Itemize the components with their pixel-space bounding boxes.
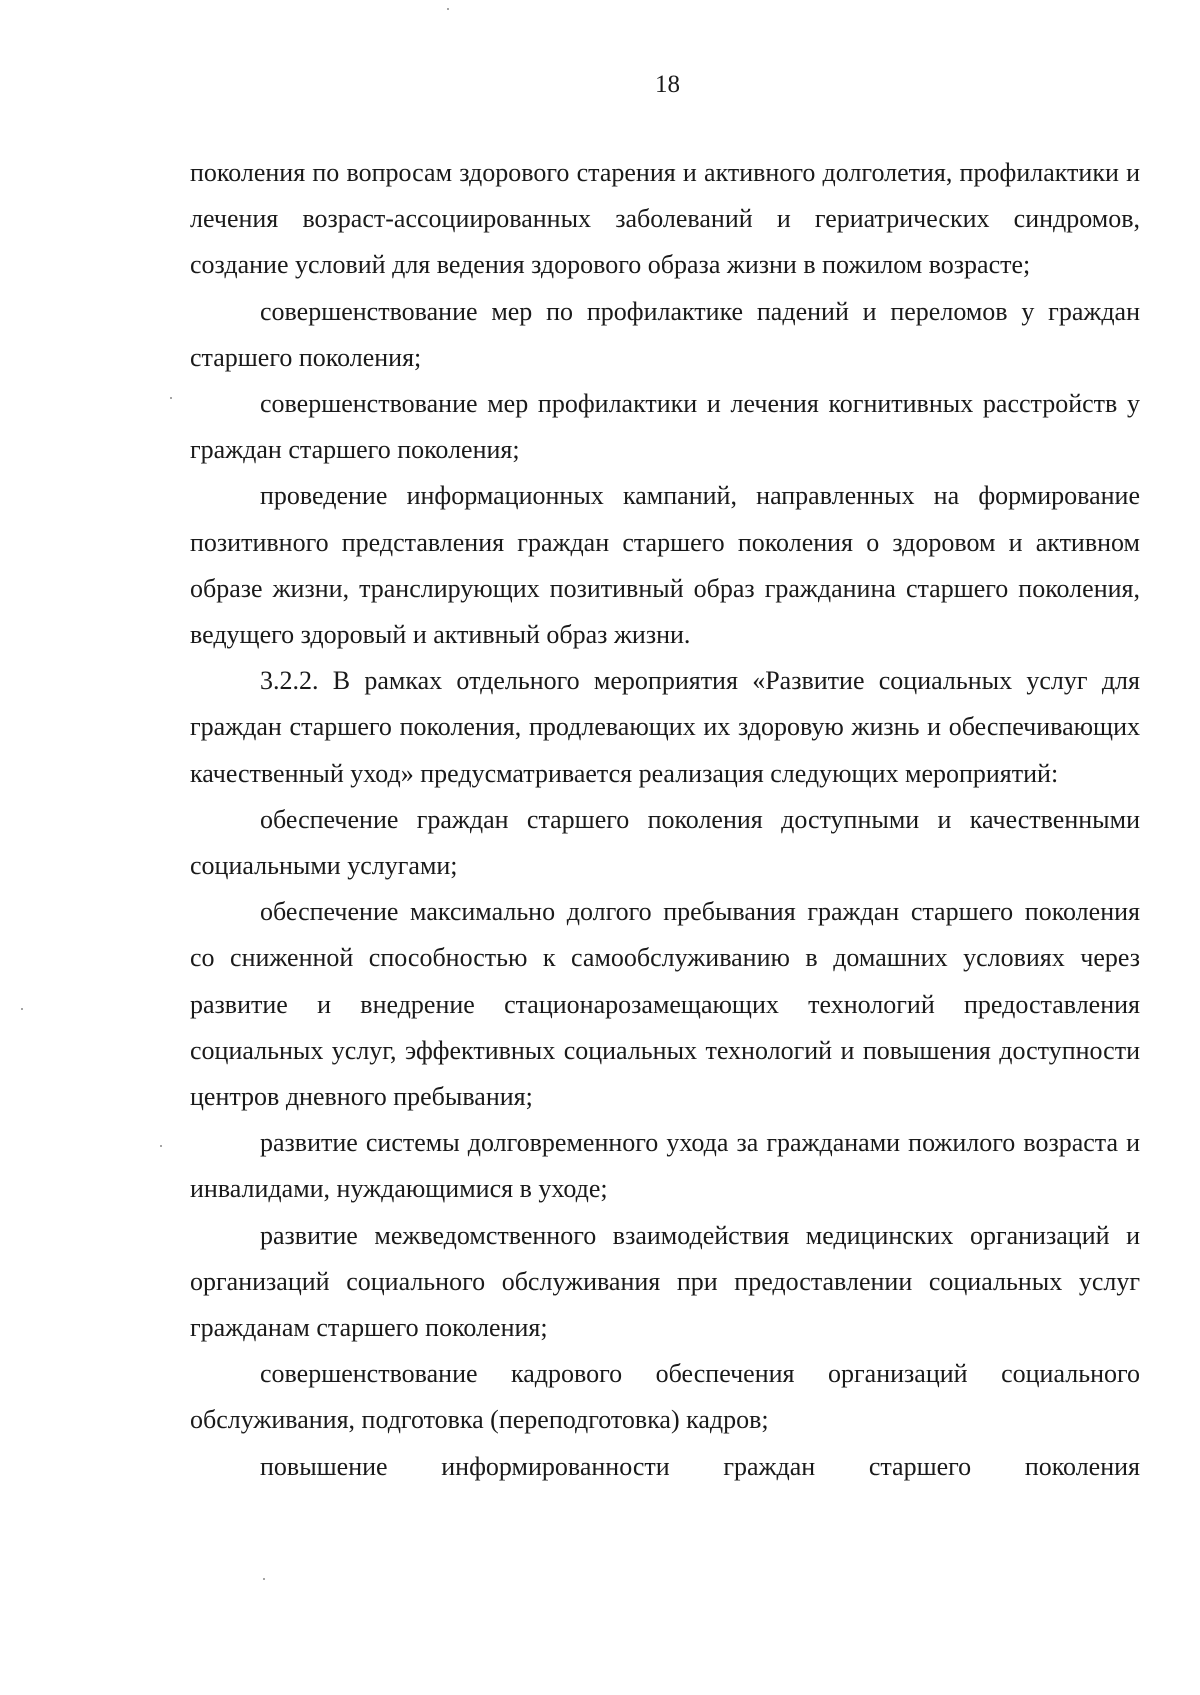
paragraph-section-3-2-2: 3.2.2. В рамках отдельного мероприятия «Развитие социальных услуг для граждан старшего поколения, продлевающих их здоровую жизнь и обеспечивающих качественный уход» предусматривается реализация следующих мероприятий: xyxy=(190,666,1140,788)
paragraph-home-stay: обеспечение максимально долгого пребывания граждан старшего поколения со сниженной способностью к самообслуживанию в домашних условиях через развитие и внедрение стационарозамещающих технологий предоставления социальных услуг, эффективных социальных технологий и повышения доступности центров дневного пребывания; xyxy=(190,897,1140,1112)
paragraph-information-campaigns: проведение информационных кампаний, направленных на формирование позитивного представления граждан старшего поколения о здоровом и активном образе жизни, транслирующих позитивный образ гражданина старшего поколения, ведущего здоровый и активный образ жизни. xyxy=(190,481,1140,650)
paragraph-social-services: обеспечение граждан старшего поколения доступными и качественными социальными услугами; xyxy=(190,804,1140,881)
document-body xyxy=(190,150,1140,1490)
paragraph-long-term-care: развитие системы долговременного ухода за гражданами пожилого возраста и инвалидами, нуждающимися в уходе; xyxy=(190,1128,1140,1204)
paragraph-falls-prevention: совершенствование мер по профилактике падений и переломов у граждан старшего поколения; xyxy=(190,296,1140,372)
paragraph-staffing: совершенствование кадрового обеспечения организаций социального обслуживания, подготовка (переподготовка) кадров; xyxy=(190,1359,1140,1435)
paragraph-cognitive-disorders: совершенствование мер профилактики и лечения когнитивных расстройств у граждан старшего поколения; xyxy=(190,389,1140,465)
scan-speck xyxy=(160,1145,162,1147)
scan-speck xyxy=(447,8,449,10)
scan-speck xyxy=(170,397,172,399)
paragraph-interagency-cooperation: развитие межведомственного взаимодействия медицинских организаций и организаций социального обслуживания при предоставлении социальных услуг гражданам старшего поколения; xyxy=(190,1220,1140,1343)
paragraph-awareness: повышение информированности граждан старшего поколения xyxy=(260,1451,1140,1481)
scan-speck xyxy=(21,1008,23,1010)
paragraph-continuation: поколения по вопросам здорового старения и активного долголетия, профилактики и лечения возраст-ассоциированных заболеваний и гериатрических синдромов, создание условий для ведения здорового образа жизни в пожилом возрасте; xyxy=(190,158,1140,280)
page-number: 18 xyxy=(655,71,680,98)
scan-speck xyxy=(263,1578,265,1580)
